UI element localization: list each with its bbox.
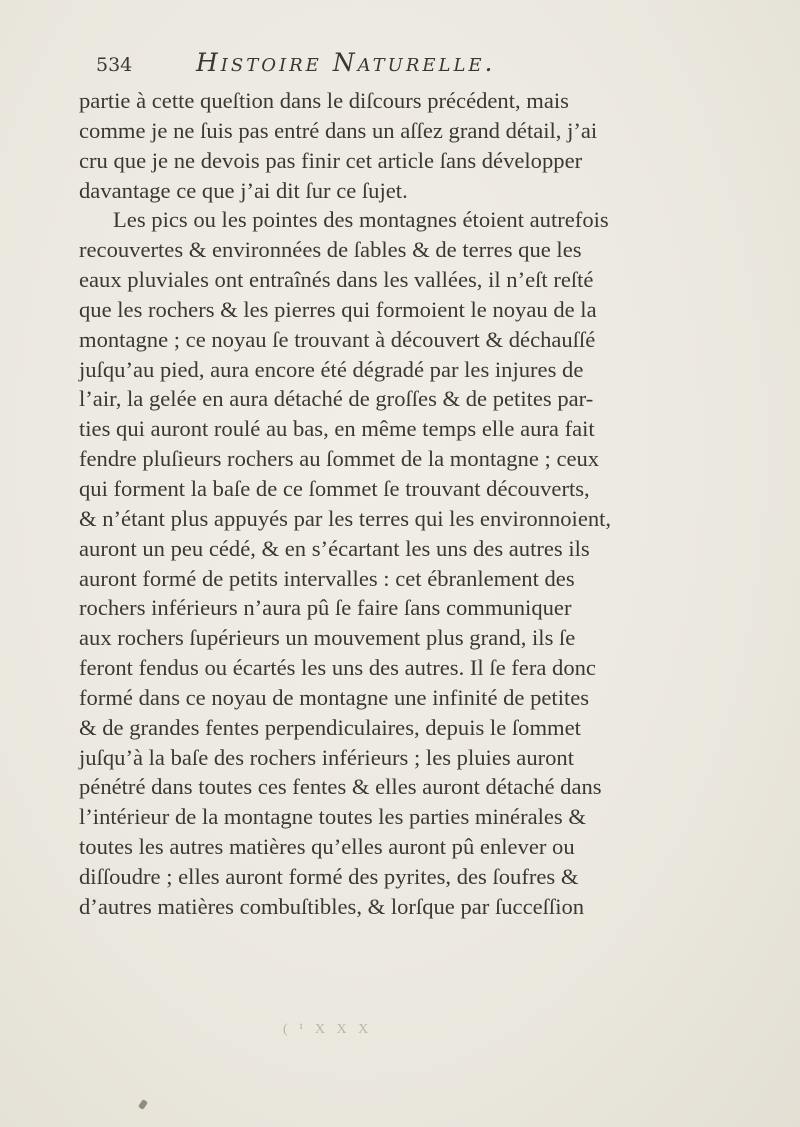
text-line: auront formé de petits intervalles : cet ébranlement des xyxy=(79,565,575,591)
text-line: eaux pluviales ont entraînés dans les vallées, il n’eſt reſté xyxy=(79,267,594,293)
text-line: qui forment la baſe de ce ſommet ſe trouvant découverts, xyxy=(79,475,590,501)
text-line: & n’étant plus appuyés par les terres qui les environnoient, xyxy=(79,505,612,531)
text-line: toutes les autres matières qu’elles auront pû enlever ou xyxy=(79,834,575,860)
page-number: 534 xyxy=(96,54,133,76)
text-line: aux rochers ſupérieurs un mouvement plus grand, ils ſe xyxy=(79,625,576,651)
text-line: montagne ; ce noyau ſe trouvant à découvert & déchauſſé xyxy=(79,326,596,352)
text-line: auront un peu cédé, & en s’écartant les uns des autres ils xyxy=(79,535,590,561)
signature-mark: ( ¹ X X X xyxy=(283,1022,373,1037)
text-line: diſſoudre ; elles auront formé des pyrites, des ſoufres & xyxy=(79,863,579,889)
text-line: pénétré dans toutes ces fentes & elles auront détaché dans xyxy=(79,774,602,800)
body-text xyxy=(79,86,739,922)
text-line: rochers inférieurs n’aura pû ſe faire ſans communiquer xyxy=(79,595,572,621)
text-line: formé dans ce noyau de montagne une infinité de petites xyxy=(79,684,590,710)
text-line: & de grandes fentes perpendiculaires, depuis le ſommet xyxy=(79,714,581,740)
text-line: cru que je ne devois pas finir cet article ſans développer xyxy=(79,147,583,173)
text-line: partie à cette queſtion dans le diſcours précédent, mais xyxy=(79,88,569,113)
text-line: juſqu’à la baſe des rochers inférieurs ; les pluies auront xyxy=(79,744,575,770)
text-line: recouvertes & environnées de ſables & de terres que les xyxy=(79,237,582,263)
paragraph-start-line: Les pics ou les pointes des montagnes étoient autrefois xyxy=(113,207,609,233)
text-line: que les rochers & les pierres qui formoient le noyau de la xyxy=(79,296,597,322)
text-line: fendre pluſieurs rochers au ſommet de la montagne ; ceux xyxy=(79,446,600,472)
text-line: l’intérieur de la montagne toutes les parties minérales & xyxy=(79,804,586,830)
text-line: d’autres matières combuſtibles, & lorſque par ſucceſſion xyxy=(79,893,585,919)
text-line: l’air, la gelée en aura détaché de groſſes & de petites par- xyxy=(79,386,594,412)
text-line: feront fendus ou écartés les uns des autres. Il ſe fera donc xyxy=(79,655,596,681)
text-line: davantage ce que j’ai dit ſur ce ſujet. xyxy=(79,177,408,203)
ink-stain xyxy=(138,1099,148,1110)
text-line: comme je ne ſuis pas entré dans un aſſez grand détail, j’ai xyxy=(79,117,598,143)
page-header xyxy=(96,48,696,88)
text-line: ties qui auront roulé au bas, en même temps elle aura fait xyxy=(79,416,595,442)
text-line: juſqu’au pied, aura encore été dégradé par les injures de xyxy=(79,356,584,382)
running-title: Histoire Naturelle. xyxy=(196,48,496,77)
